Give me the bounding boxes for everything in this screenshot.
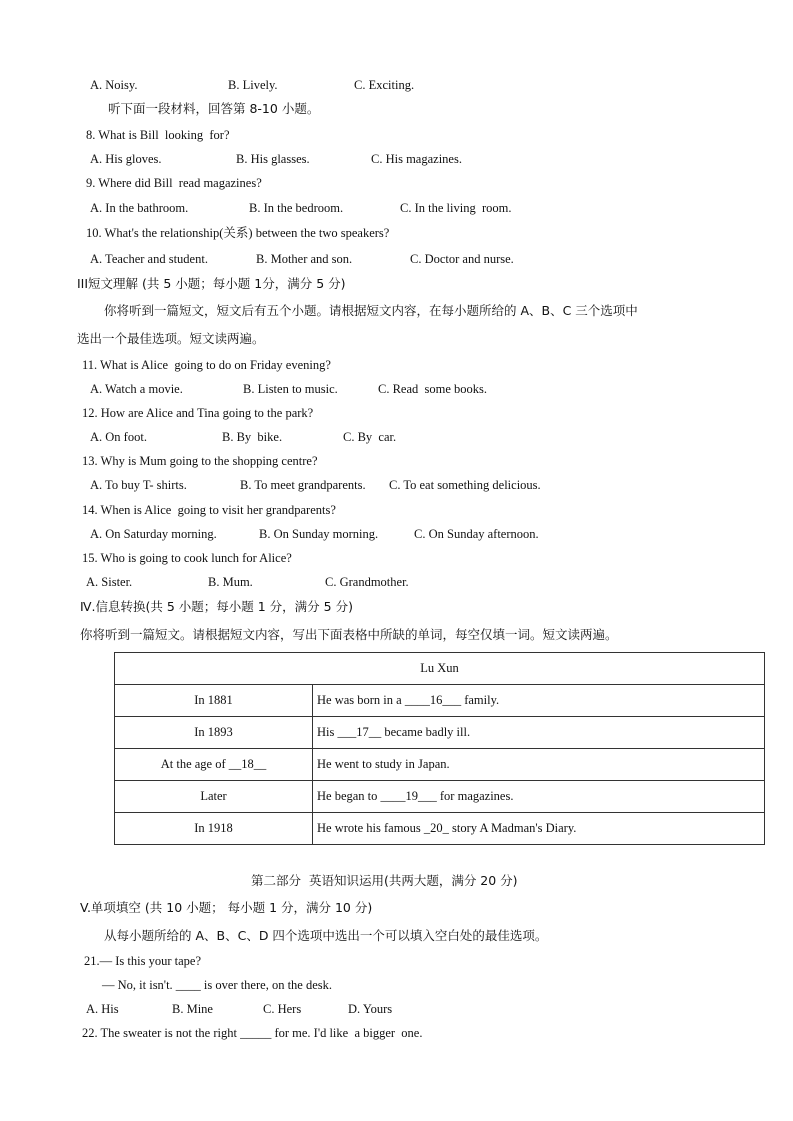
question-8: 8. What is Bill looking for? bbox=[86, 128, 230, 142]
q10-option-c: C. Doctor and nurse. bbox=[410, 252, 514, 266]
q10-option-b: B. Mother and son. bbox=[256, 252, 353, 266]
table-row bbox=[115, 685, 765, 717]
q21-option-c: C. Hers bbox=[263, 1002, 302, 1016]
table-cell-time: In 1918 bbox=[115, 813, 313, 845]
question-15: 15. Who is going to cook lunch for Alice? bbox=[82, 551, 292, 565]
table-row bbox=[115, 749, 765, 781]
table-cell-event: He was born in a ____16___ family. bbox=[313, 685, 765, 717]
q12-option-b: B. By bike. bbox=[222, 430, 283, 444]
table-row bbox=[115, 717, 765, 749]
q11-option-b: B. Listen to music. bbox=[243, 382, 338, 396]
section-4-instruction: 你将听到一篇短文。请根据短文内容，写出下面表格中所缺的单词，每空仅填一词。短文读两遍。 bbox=[80, 627, 618, 642]
question-11: 11. What is Alice going to do on Friday evening? bbox=[82, 358, 331, 372]
q9-option-a: A. In the bathroom. bbox=[90, 201, 189, 215]
q14-option-c: C. On Sunday afternoon. bbox=[414, 527, 539, 541]
q13-option-c: C. To eat something delicious. bbox=[389, 478, 541, 492]
table-cell-time: In 1893 bbox=[115, 717, 313, 749]
table-cell-event: He wrote his famous _20_ story A Madman's Diary. bbox=[313, 813, 765, 845]
q15-option-c: C. Grandmother. bbox=[325, 575, 409, 589]
table-cell-time: Later bbox=[115, 781, 313, 813]
q14-option-a: A. On Saturday morning. bbox=[90, 527, 217, 541]
question-12: 12. How are Alice and Tina going to the park? bbox=[82, 406, 314, 420]
question-22: 22. The sweater is not the right _____ for me. I'd like a bigger one. bbox=[82, 1026, 423, 1040]
section-8-10-instruction: 听下面一段材料，回答第 8-10 小题。 bbox=[108, 101, 320, 116]
q11-option-a: A. Watch a movie. bbox=[90, 382, 183, 396]
q7-option-a: A. Noisy. bbox=[90, 78, 138, 92]
q8-option-c: C. His magazines. bbox=[371, 152, 462, 166]
section-5-instruction: 从每小题所给的 A、B、C、D 四个选项中选出一个可以填入空白处的最佳选项。 bbox=[104, 928, 548, 943]
q12-option-c: C. By car. bbox=[343, 430, 397, 444]
q7-option-c: C. Exciting. bbox=[354, 78, 415, 92]
part-2-heading: 第二部分 英语知识运用(共两大题，满分 20 分) bbox=[251, 873, 518, 888]
table-row bbox=[115, 781, 765, 813]
q15-option-a: A. Sister. bbox=[86, 575, 133, 589]
section-5-heading: V.单项填空 (共 10 小题； 每小题 1 分，满分 10 分) bbox=[80, 900, 373, 915]
table-cell-time: In 1881 bbox=[115, 685, 313, 717]
question-14: 14. When is Alice going to visit her grandparents? bbox=[82, 503, 336, 517]
question-9: 9. Where did Bill read magazines? bbox=[86, 176, 262, 190]
q10-option-a: A. Teacher and student. bbox=[90, 252, 208, 266]
question-21-line2: — No, it isn't. ____ is over there, on the desk. bbox=[102, 978, 332, 992]
q13-option-b: B. To meet grandparents. bbox=[240, 478, 366, 492]
table-title: Lu Xun bbox=[115, 653, 765, 685]
q15-option-b: B. Mum. bbox=[208, 575, 253, 589]
question-13: 13. Why is Mum going to the shopping centre? bbox=[82, 454, 318, 468]
q8-option-a: A. His gloves. bbox=[90, 152, 162, 166]
q9-option-b: B. In the bedroom. bbox=[249, 201, 344, 215]
table-cell-event: His ___17__ became badly ill. bbox=[313, 717, 765, 749]
q14-option-b: B. On Sunday morning. bbox=[259, 527, 379, 541]
table-cell-time: At the age of __18__ bbox=[115, 749, 313, 781]
question-10: 10. What's the relationship(关系) between the two speakers? bbox=[86, 226, 390, 240]
q7-option-b: B. Lively. bbox=[228, 78, 278, 92]
lu-xun-table bbox=[114, 652, 765, 845]
q9-option-c: C. In the living room. bbox=[400, 201, 512, 215]
q11-option-c: C. Read some books. bbox=[378, 382, 488, 396]
q21-option-b: B. Mine bbox=[172, 1002, 213, 1016]
q21-option-d: D. Yours bbox=[348, 1002, 393, 1016]
q21-option-a: A. His bbox=[86, 1002, 119, 1016]
q8-option-b: B. His glasses. bbox=[236, 152, 310, 166]
q13-option-a: A. To buy T- shirts. bbox=[90, 478, 187, 492]
question-21-line1: 21.— Is this your tape? bbox=[84, 954, 201, 968]
section-4-heading: Ⅳ.信息转换(共 5 小题；每小题 1 分，满分 5 分) bbox=[80, 599, 353, 614]
table-row bbox=[115, 813, 765, 845]
table-cell-event: He went to study in Japan. bbox=[313, 749, 765, 781]
table-title-row bbox=[115, 653, 765, 685]
table-cell-event: He began to ____19___ for magazines. bbox=[313, 781, 765, 813]
section-3-instruction-line1: 你将听到一篇短文，短文后有五个小题。请根据短文内容，在每小题所给的 A、B、C 三个选项中 bbox=[104, 303, 638, 318]
section-3-instruction-line2: 选出一个最佳选项。短文读两遍。 bbox=[77, 331, 265, 346]
q12-option-a: A. On foot. bbox=[90, 430, 147, 444]
section-3-heading: III短文理解 (共 5 小题；每小题 1分，满分 5 分) bbox=[77, 276, 346, 291]
